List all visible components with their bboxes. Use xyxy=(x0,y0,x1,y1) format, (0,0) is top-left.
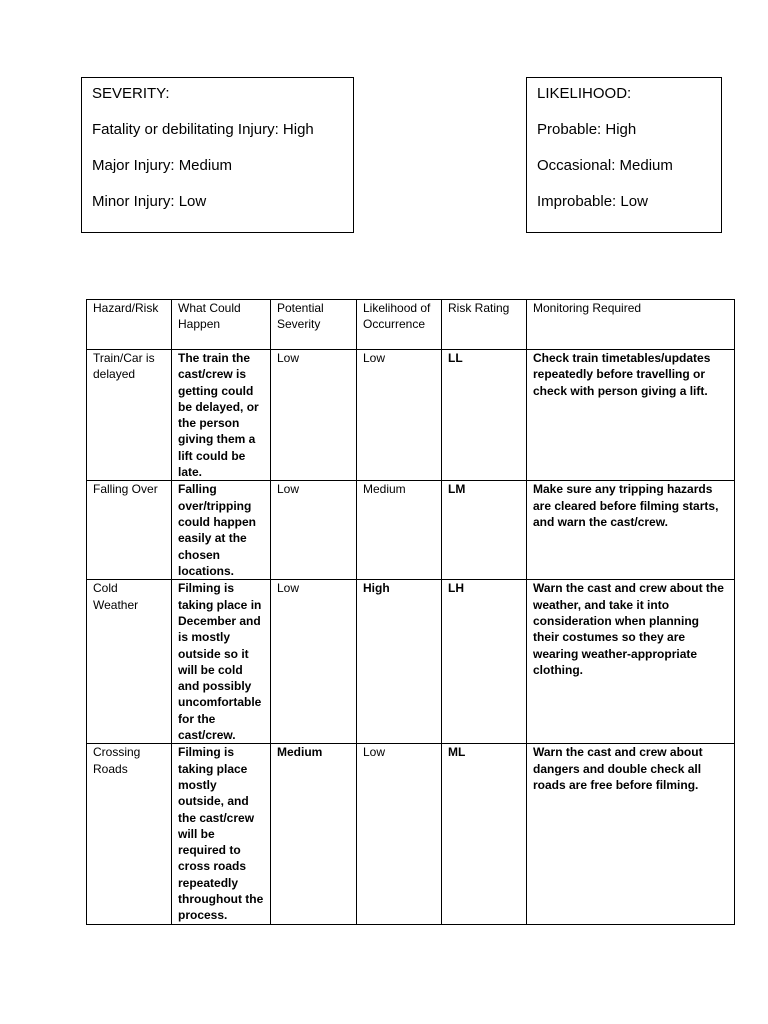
table-row xyxy=(87,580,735,744)
cell-risk-rating: ML xyxy=(442,744,527,924)
likelihood-line-medium: Occasional: Medium xyxy=(537,157,673,174)
header-likelihood-of-occurrence: Likelihood of Occurrence xyxy=(357,300,442,350)
cell-monitoring: Warn the cast and crew about the weather, and take it into consideration when planning their costumes so they are wearing weather-appropriate clothing. xyxy=(527,580,735,744)
cell-hazard: Crossing Roads xyxy=(87,744,172,924)
cell-severity: Medium xyxy=(271,744,357,924)
cell-severity: Low xyxy=(271,580,357,744)
cell-what-could-happen: Falling over/tripping could happen easily at the chosen locations. xyxy=(172,481,271,580)
severity-line-high: Fatality or debilitating Injury: High xyxy=(92,121,314,138)
table-row xyxy=(87,350,735,481)
header-hazard-risk: Hazard/Risk xyxy=(87,300,172,350)
cell-risk-rating: LM xyxy=(442,481,527,580)
table-header-row xyxy=(87,300,735,350)
header-risk-rating: Risk Rating xyxy=(442,300,527,350)
cell-severity: Low xyxy=(271,350,357,481)
header-what-could-happen: What Could Happen xyxy=(172,300,271,350)
likelihood-title: LIKELIHOOD: xyxy=(537,85,632,102)
cell-risk-rating: LL xyxy=(442,350,527,481)
cell-what-could-happen: Filming is taking place mostly outside, and the cast/crew will be required to cross roads repeatedly throughout the process. xyxy=(172,744,271,924)
cell-monitoring: Check train timetables/updates repeatedly before travelling or check with person giving a lift. xyxy=(527,350,735,481)
risk-assessment-table xyxy=(86,299,735,925)
cell-hazard: Cold Weather xyxy=(87,580,172,744)
likelihood-legend-box xyxy=(526,77,722,233)
cell-what-could-happen: Filming is taking place in December and is mostly outside so it will be cold and possibly uncomfortable for the cast/crew. xyxy=(172,580,271,744)
cell-likelihood: Medium xyxy=(357,481,442,580)
likelihood-line-low: Improbable: Low xyxy=(537,193,648,210)
likelihood-line-high: Probable: High xyxy=(537,121,637,138)
cell-likelihood: Low xyxy=(357,744,442,924)
cell-monitoring: Make sure any tripping hazards are cleared before filming starts, and warn the cast/crew. xyxy=(527,481,735,580)
cell-severity: Low xyxy=(271,481,357,580)
severity-legend-box xyxy=(81,77,354,233)
cell-hazard: Train/Car is delayed xyxy=(87,350,172,481)
header-potential-severity: Potential Severity xyxy=(271,300,357,350)
severity-title: SEVERITY: xyxy=(92,85,170,102)
cell-risk-rating: LH xyxy=(442,580,527,744)
table-row xyxy=(87,744,735,924)
severity-line-low: Minor Injury: Low xyxy=(92,193,207,210)
cell-likelihood: High xyxy=(357,580,442,744)
table-row xyxy=(87,481,735,580)
header-monitoring-required: Monitoring Required xyxy=(527,300,735,350)
severity-line-medium: Major Injury: Medium xyxy=(92,157,233,174)
cell-monitoring: Warn the cast and crew about dangers and double check all roads are free before filming. xyxy=(527,744,735,924)
cell-what-could-happen: The train the cast/crew is getting could be delayed, or the person giving them a lift could be late. xyxy=(172,350,271,481)
cell-hazard: Falling Over xyxy=(87,481,172,580)
cell-likelihood: Low xyxy=(357,350,442,481)
